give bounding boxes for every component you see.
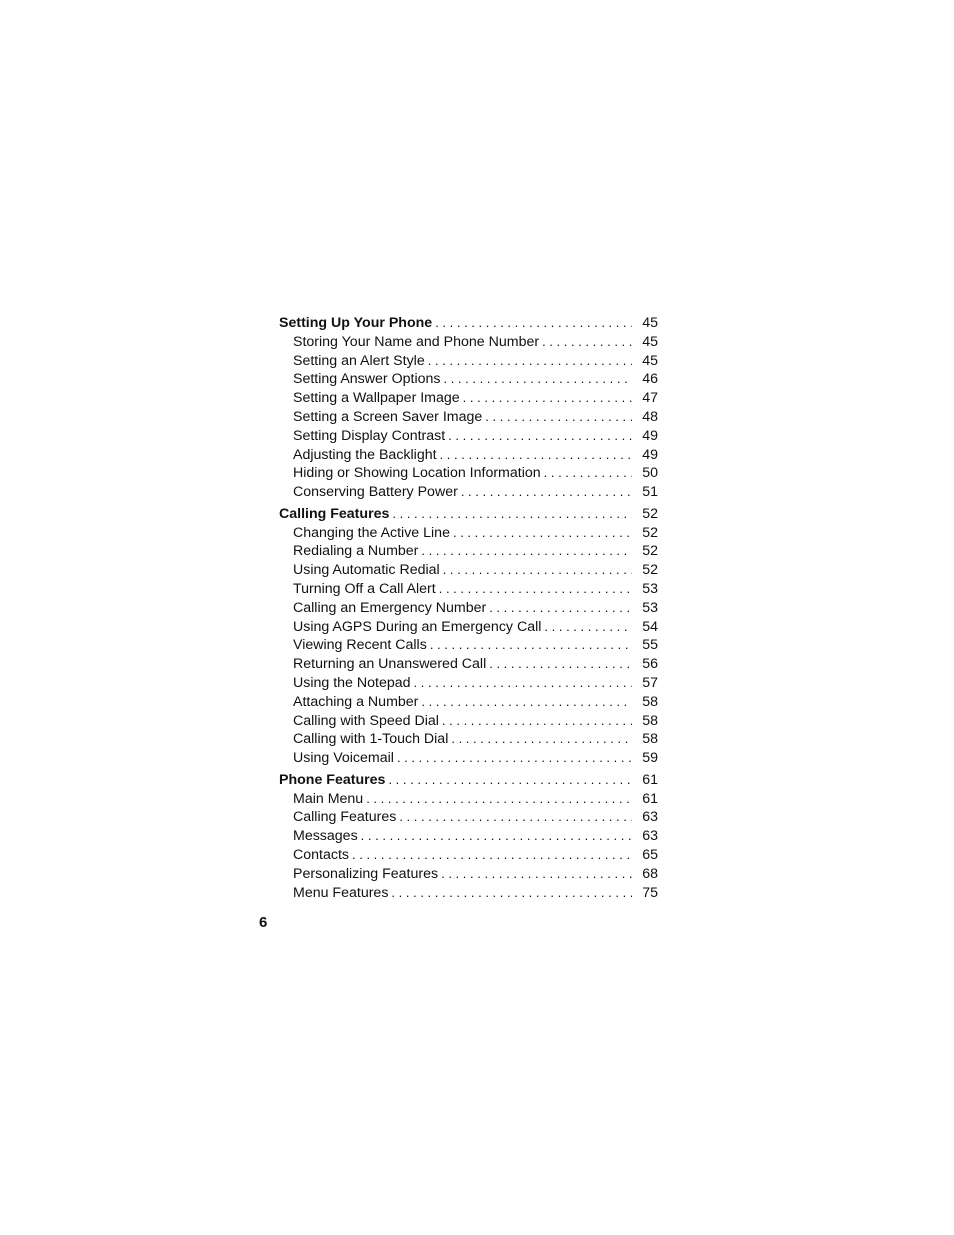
toc-entry-row[interactable] bbox=[279, 655, 658, 674]
toc-heading-page: 52 bbox=[642, 505, 658, 522]
toc-entry-row[interactable] bbox=[279, 524, 658, 543]
dot-leader bbox=[453, 524, 632, 543]
toc-entry-row[interactable] bbox=[279, 333, 658, 352]
dot-leader bbox=[421, 693, 632, 712]
dot-leader bbox=[361, 827, 632, 846]
toc-entry-page: 58 bbox=[642, 731, 658, 748]
dot-leader bbox=[428, 352, 632, 371]
toc-entry-title: Personalizing Features bbox=[293, 865, 439, 882]
dot-leader bbox=[440, 446, 632, 465]
toc-entry-page: 58 bbox=[642, 693, 658, 710]
dot-leader bbox=[441, 865, 632, 884]
toc-entry-row[interactable] bbox=[279, 542, 658, 561]
toc-entry-page: 52 bbox=[642, 524, 658, 541]
toc-entry-row[interactable] bbox=[279, 446, 658, 465]
dot-leader bbox=[451, 730, 632, 749]
toc-entry-page: 59 bbox=[642, 750, 658, 767]
toc-entry-row[interactable] bbox=[279, 884, 658, 903]
toc-entry-row[interactable] bbox=[279, 561, 658, 580]
dot-leader bbox=[542, 333, 632, 352]
toc-entry-page: 45 bbox=[642, 333, 658, 350]
toc-entry-page: 48 bbox=[642, 408, 658, 425]
toc-entry-row[interactable] bbox=[279, 846, 658, 865]
toc-entry-title: Returning an Unanswered Call bbox=[293, 656, 487, 673]
dot-leader bbox=[388, 771, 632, 790]
dot-leader bbox=[435, 314, 632, 333]
toc-entry-page: 61 bbox=[642, 790, 658, 807]
dot-leader bbox=[443, 561, 632, 580]
dot-leader bbox=[439, 580, 632, 599]
toc-entry-page: 53 bbox=[642, 599, 658, 616]
toc-entry-title: Setting a Screen Saver Image bbox=[293, 408, 483, 425]
toc-heading-row[interactable] bbox=[279, 505, 658, 524]
toc-entry-title: Adjusting the Backlight bbox=[293, 446, 437, 463]
toc-heading-page: 61 bbox=[642, 771, 658, 788]
dot-leader bbox=[421, 542, 632, 561]
dot-leader bbox=[461, 483, 632, 502]
toc-entry-title: Calling an Emergency Number bbox=[293, 599, 487, 616]
toc-entry-page: 53 bbox=[642, 580, 658, 597]
toc-entry-title: Using AGPS During an Emergency Call bbox=[293, 618, 542, 635]
toc-entry-row[interactable] bbox=[279, 730, 658, 749]
toc-heading-title: Calling Features bbox=[279, 505, 390, 522]
toc-entry-page: 55 bbox=[642, 637, 658, 654]
toc-entry-title: Storing Your Name and Phone Number bbox=[293, 333, 540, 350]
toc-entry-row[interactable] bbox=[279, 618, 658, 637]
toc-entry-row[interactable] bbox=[279, 693, 658, 712]
dot-leader bbox=[399, 808, 632, 827]
toc-entry-row[interactable] bbox=[279, 712, 658, 731]
toc-section bbox=[279, 771, 658, 903]
toc-entry-page: 50 bbox=[642, 465, 658, 482]
toc-entry-page: 52 bbox=[642, 562, 658, 579]
toc-entry-row[interactable] bbox=[279, 599, 658, 618]
toc-entry-title: Setting a Wallpaper Image bbox=[293, 390, 460, 407]
toc-entry-page: 63 bbox=[642, 828, 658, 845]
toc-entry-row[interactable] bbox=[279, 464, 658, 483]
toc-entry-row[interactable] bbox=[279, 580, 658, 599]
toc-entry-title: Using Automatic Redial bbox=[293, 562, 440, 579]
toc-entry-row[interactable] bbox=[279, 865, 658, 884]
dot-leader bbox=[448, 427, 632, 446]
dot-leader bbox=[391, 884, 632, 903]
toc-entry-page: 58 bbox=[642, 712, 658, 729]
toc-entry-row[interactable] bbox=[279, 427, 658, 446]
toc-entry-title: Turning Off a Call Alert bbox=[293, 580, 436, 597]
toc-entry-title: Setting Display Contrast bbox=[293, 427, 446, 444]
toc-entry-row[interactable] bbox=[279, 370, 658, 389]
toc-heading-page: 45 bbox=[642, 315, 658, 331]
toc-entry-row[interactable] bbox=[279, 389, 658, 408]
toc-entry-page: 65 bbox=[642, 846, 658, 863]
toc-section bbox=[279, 314, 658, 502]
toc-entry-title: Contacts bbox=[293, 846, 349, 863]
toc-entry-title: Viewing Recent Calls bbox=[293, 637, 427, 654]
toc-entry-title: Calling with 1-Touch Dial bbox=[293, 731, 449, 748]
toc-entry-title: Attaching a Number bbox=[293, 693, 419, 710]
dot-leader bbox=[414, 674, 632, 693]
dot-leader bbox=[544, 618, 632, 637]
toc-entry-title: Redialing a Number bbox=[293, 543, 419, 560]
toc-entry-row[interactable] bbox=[279, 790, 658, 809]
toc-entry-page: 47 bbox=[642, 390, 658, 407]
toc-entry-page: 57 bbox=[642, 674, 658, 691]
toc-entry-row[interactable] bbox=[279, 827, 658, 846]
dot-leader bbox=[443, 370, 632, 389]
dot-leader bbox=[489, 599, 632, 618]
toc-entry-title: Menu Features bbox=[293, 884, 389, 901]
dot-leader bbox=[485, 408, 632, 427]
toc-entry-row[interactable] bbox=[279, 408, 658, 427]
toc-entry-page: 45 bbox=[642, 352, 658, 369]
toc-entry-page: 68 bbox=[642, 865, 658, 882]
toc-heading-title: Setting Up Your Phone bbox=[279, 315, 433, 331]
toc-entry-row[interactable] bbox=[279, 674, 658, 693]
toc-entry-title: Main Menu bbox=[293, 790, 364, 807]
toc-section bbox=[279, 505, 658, 768]
dot-leader bbox=[366, 790, 632, 809]
dot-leader bbox=[397, 749, 632, 768]
toc-entry-page: 52 bbox=[642, 543, 658, 560]
dot-leader bbox=[463, 389, 632, 408]
page-number: 6 bbox=[259, 914, 268, 931]
toc-entry-title: Changing the Active Line bbox=[293, 524, 450, 541]
toc-entry-page: 54 bbox=[642, 618, 658, 635]
toc-entry-page: 63 bbox=[642, 809, 658, 826]
dot-leader bbox=[489, 655, 632, 674]
toc-heading-row[interactable] bbox=[279, 771, 658, 790]
toc-entry-page: 51 bbox=[642, 484, 658, 501]
dot-leader bbox=[442, 712, 632, 731]
toc-entry-page: 46 bbox=[642, 371, 658, 388]
toc-heading-row[interactable] bbox=[279, 314, 658, 333]
table-of-contents bbox=[279, 314, 658, 905]
toc-entry-page: 49 bbox=[642, 446, 658, 463]
dot-leader bbox=[544, 464, 632, 483]
toc-entry-row[interactable] bbox=[279, 749, 658, 768]
toc-entry-title: Hiding or Showing Location Information bbox=[293, 465, 541, 482]
toc-entry-title: Using Voicemail bbox=[293, 750, 394, 767]
toc-entry-title: Calling with Speed Dial bbox=[293, 712, 439, 729]
toc-entry-page: 49 bbox=[642, 427, 658, 444]
toc-entry-title: Conserving Battery Power bbox=[293, 484, 458, 501]
toc-entry-row[interactable] bbox=[279, 808, 658, 827]
dot-leader bbox=[392, 505, 632, 524]
toc-entry-row[interactable] bbox=[279, 352, 658, 371]
dot-leader bbox=[352, 846, 632, 865]
dot-leader bbox=[430, 636, 632, 655]
toc-entry-page: 75 bbox=[642, 884, 658, 901]
toc-heading-title: Phone Features bbox=[279, 771, 386, 788]
toc-entry-title: Calling Features bbox=[293, 809, 397, 826]
toc-entry-title: Using the Notepad bbox=[293, 674, 411, 691]
toc-entry-row[interactable] bbox=[279, 483, 658, 502]
toc-entry-page: 56 bbox=[642, 656, 658, 673]
toc-entry-title: Setting an Alert Style bbox=[293, 352, 425, 369]
toc-entry-row[interactable] bbox=[279, 636, 658, 655]
toc-entry-title: Messages bbox=[293, 828, 358, 845]
toc-entry-title: Setting Answer Options bbox=[293, 371, 441, 388]
